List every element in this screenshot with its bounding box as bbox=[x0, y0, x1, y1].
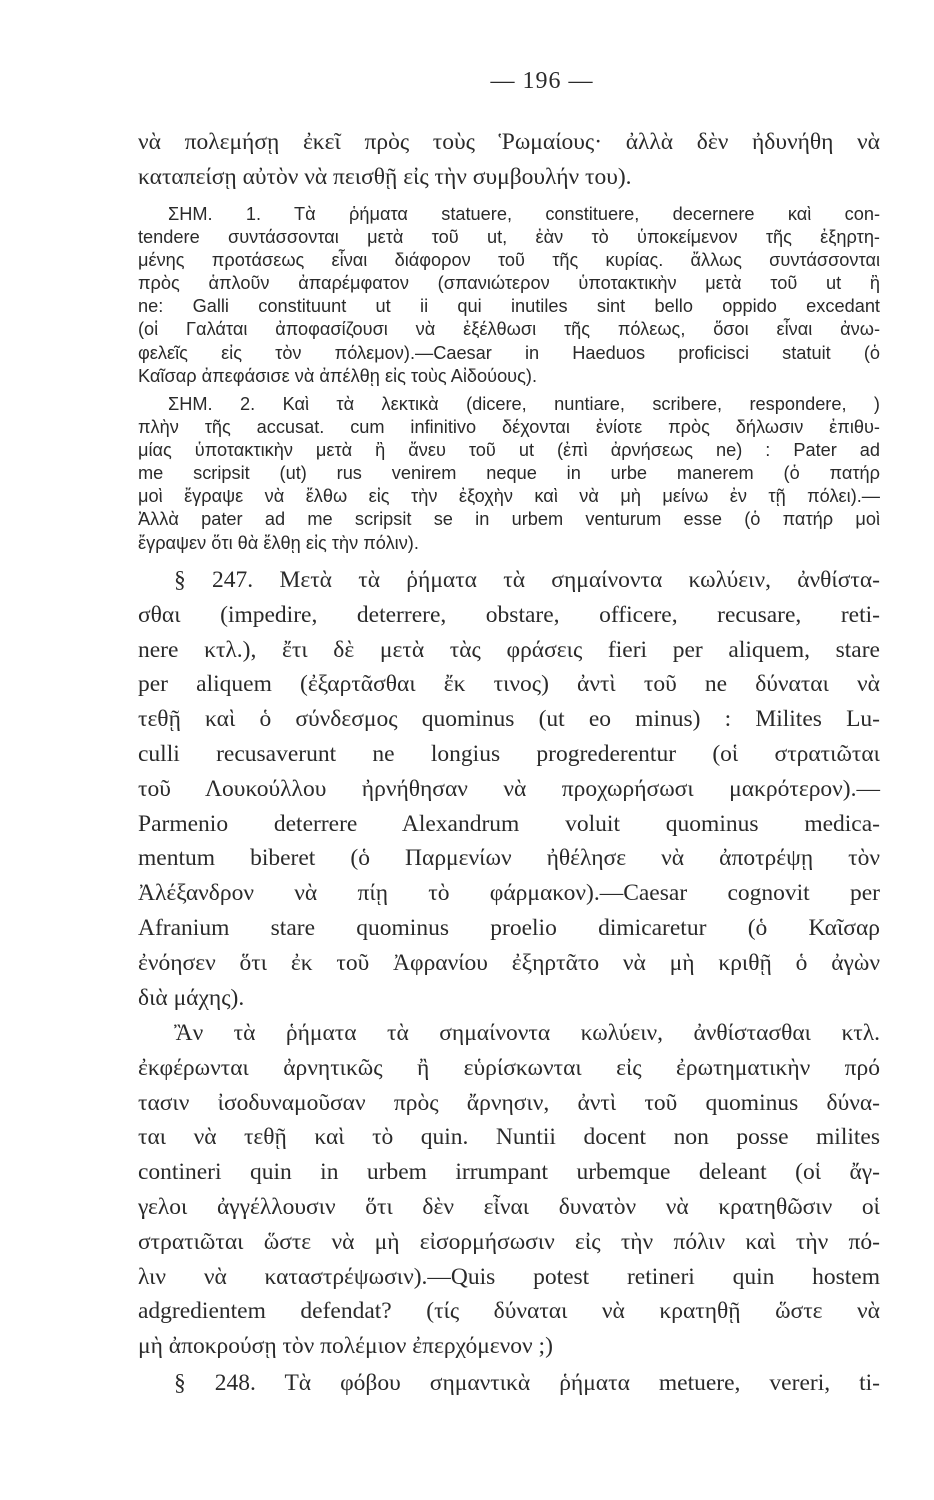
text-line: ἐνόησεν ὅτι ἐκ τοῦ Ἀφρανίου ἐξηρτᾶτο νὰ μὴ κριθῇ ὁ ἀγὼν bbox=[138, 949, 880, 976]
text-line: ἐκφέρωνται ἀρνητικῶς ἢ εὑρίσκωνται εἰς ἐρωτηματικὴν πρό bbox=[138, 1054, 880, 1081]
text-line: φελεῖς εἰς τὸν πόλεμον).—Caesar in Haeduos proficisci statuit (ὁ bbox=[138, 342, 880, 363]
text-line: nere κτλ.), ἔτι δὲ μετὰ τὰς φράσεις fieri per aliquem, stare bbox=[138, 636, 880, 663]
text-line: Καῖσαρ ἀπεφάσισε νὰ ἀπέλθῃ εἰς τοὺς Αἰδούους). bbox=[138, 365, 538, 386]
text-line: Ἀλέξανδρον νὰ πίῃ τὸ φάρμακον).—Caesar cognovit per bbox=[138, 880, 880, 907]
text-line: § 248. Τὰ φόβου σημαντικὰ ῥήματα metuere, vereri, ti- bbox=[174, 1370, 880, 1396]
text-line: me scripsit (ut) rus venirem neque in urbe manerem (ὁ πατήρ bbox=[138, 463, 880, 484]
page-number: — 196 — bbox=[490, 68, 594, 94]
text-line: πλὴν τῆς accusat. cum infinitivo δέχονται ἐνίοτε πρὸς δήλωσιν ἐπιθυ- bbox=[138, 417, 880, 438]
text-line: per aliquem (ἐξαρτᾶσθαι ἔκ τινος) ἀντὶ τοῦ ne δύναται νὰ bbox=[138, 671, 880, 698]
text-line: διὰ μάχης). bbox=[138, 984, 245, 1011]
text-line: τοῦ Λουκούλλου ἠρνήθησαν νὰ προχωρήσωσι μακρότερον).— bbox=[138, 775, 880, 802]
text-line: ne: Galli constituunt ut ii qui inutiles sint bello oppido excedant bbox=[138, 296, 880, 317]
text-line: ἔγραψεν ὅτι θὰ ἔλθῃ εἰς τὴν πόλιν). bbox=[138, 532, 419, 553]
note-1 bbox=[138, 203, 880, 388]
text-line: adgredientem defendat? (τίς δύναται νὰ κρατηθῇ ὥστε νὰ bbox=[138, 1298, 880, 1325]
text-line: μὴ ἀποκρούσῃ τὸν πολέμιον ἐπερχόμενον ;) bbox=[138, 1333, 553, 1360]
text-line: γελοι ἀγγέλλουσιν ὅτι δὲν εἶναι δυνατὸν νὰ κρατηθῶσιν οἱ bbox=[138, 1193, 880, 1220]
text-line: ΣΗΜ. 1. Τὰ ῥήματα statuere, constituere, decernere καὶ con- bbox=[168, 204, 880, 224]
text-line: πρὸς ἁπλοῦν ἀπαρέμφατον (σπανιώτερον ὑποτακτικὴν μετὰ τοῦ ut ἢ bbox=[138, 273, 880, 294]
text-line: στρατιῶται ὥστε νὰ μὴ εἰσορμήσωσιν εἰς τὴν πόλιν καὶ τὴν πό- bbox=[138, 1228, 880, 1255]
intro-paragraph bbox=[138, 125, 880, 195]
section-247 bbox=[138, 563, 880, 1015]
quin-paragraph bbox=[138, 1016, 880, 1364]
text-line: Afranium stare quominus proelio dimicaretur (ὁ Καῖσαρ bbox=[138, 914, 880, 941]
section-248 bbox=[138, 1366, 880, 1401]
text-line: (οἱ Γαλάται ἀποφασίζουσι νὰ ἐξέλθωσι τῆς πόλεως, ὅσοι εἶναι ἀνω- bbox=[138, 319, 880, 340]
text-line: νὰ πολεμήσῃ ἐκεῖ πρὸς τοὺς Ῥωμαίους· ἀλλὰ δὲν ἠδυνήθη νὰ bbox=[138, 129, 880, 155]
text-line: Ἀλλὰ pater ad me scripsit se in urbem venturum esse (ὁ πατήρ μοὶ bbox=[138, 509, 880, 530]
text-line: Parmenio deterrere Alexandrum voluit quominus medica- bbox=[138, 810, 880, 837]
text-line: contineri quin in urbem irrumpant urbemque deleant (οἱ ἄγ- bbox=[138, 1159, 880, 1186]
text-line: Ἂν τὰ ῥήματα τὰ σημαίνοντα κωλύειν, ἀνθίστασθαι κτλ. bbox=[174, 1020, 880, 1046]
text-line: mentum biberet (ὁ Παρμενίων ἠθέλησε νὰ ἀποτρέψῃ τὸν bbox=[138, 845, 880, 872]
text-line: μίας ὑποτακτικὴν μετὰ ἢ ἄνευ τοῦ ut (ἐπὶ ἀρνήσεως ne) : Pater ad bbox=[138, 440, 880, 461]
text-line: § 247. Μετὰ τὰ ῥήματα τὰ σημαίνοντα κωλύειν, ἀνθίστα- bbox=[174, 567, 880, 593]
text-line: τεθῇ καὶ ὁ σύνδεσμος quominus (ut eo minus) : Milites Lu- bbox=[138, 706, 880, 733]
text-line: ται νὰ τεθῇ καὶ τὸ quin. Nuntii docent non posse milites bbox=[138, 1124, 880, 1151]
note-2 bbox=[138, 393, 880, 555]
text-line: σθαι (impedire, deterrere, obstare, officere, recusare, reti- bbox=[138, 601, 880, 628]
text-line: culli recusaverunt ne longius progrederentur (οἱ στρατιῶται bbox=[138, 740, 880, 767]
text-line: μένης προτάσεως εἶναι διάφορον τοῦ τῆς κυρίας. ἄλλως συντάσσονται bbox=[138, 250, 880, 271]
text-line: tendere συντάσσονται μετὰ τοῦ ut, ἐὰν τὸ ὑποκείμενον τῆς ἐξηρτη- bbox=[138, 227, 880, 248]
text-line: μοὶ ἔγραψε νὰ ἔλθω εἰς τὴν ἐξοχὴν καὶ νὰ μὴ μείνω ἐν τῇ πόλει).— bbox=[138, 486, 880, 507]
text-line: καταπείσῃ αὐτὸν νὰ πεισθῇ εἰς τὴν συμβουλήν του). bbox=[138, 163, 632, 190]
text-line: λιν νὰ καταστρέψωσιν).—Quis potest retineri quin hostem bbox=[138, 1263, 880, 1290]
text-line: τασιν ἰσοδυναμοῦσαν πρὸς ἄρνησιν, ἀντὶ τοῦ quominus δύνα- bbox=[138, 1089, 880, 1116]
text-line: ΣΗΜ. 2. Καὶ τὰ λεκτικὰ (dicere, nuntiare, scribere, respondere, ) bbox=[168, 394, 880, 414]
